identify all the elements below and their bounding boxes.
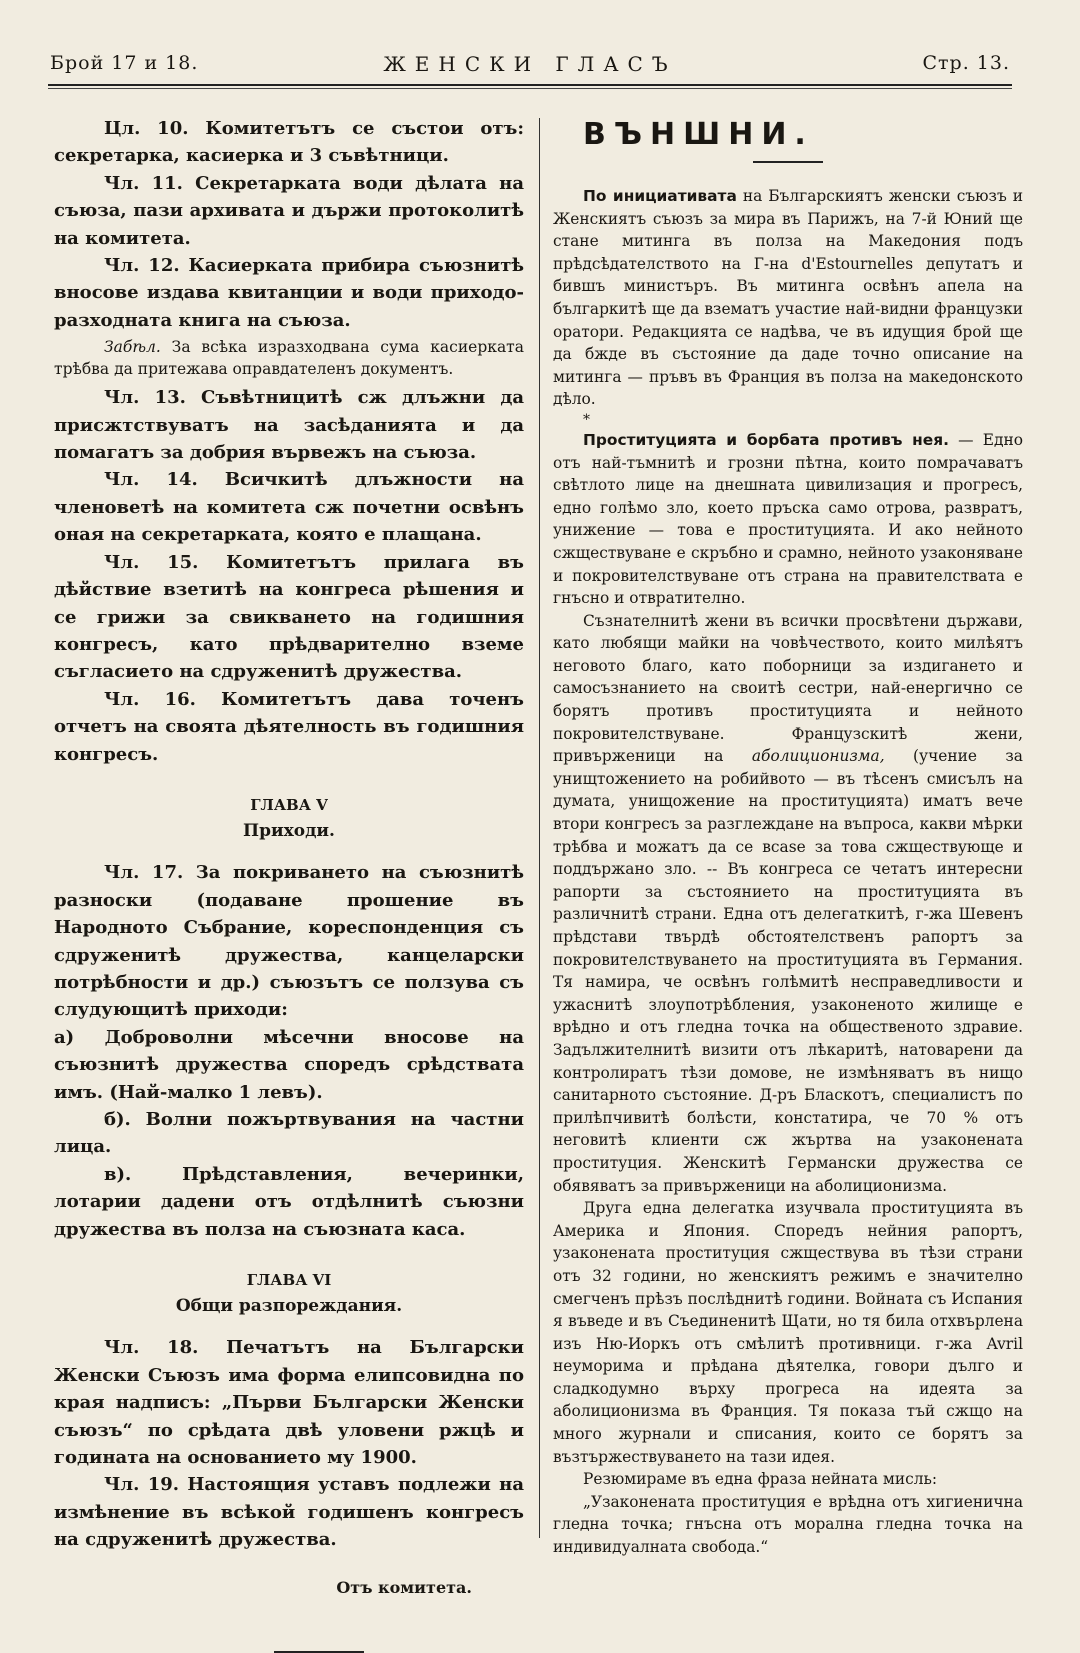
section-title: ВЪНШНИ.: [583, 117, 814, 152]
note: [54, 336, 524, 380]
article-18: Чл. 18. Печатътъ на Български Женски Съюзъ има форма елипсовидна по края надписъ: „Първи Български Женски съюзъ“ по срѣдата двѣ уловени ржцѣ и годината на основанието му 1900.: [54, 1337, 524, 1469]
article-13: Чл. 13. Съвѣтницитѣ сж длъжни да присжтствуватъ на засѣданията и да помагатъ за добрия вървежъ на съюза.: [54, 387, 524, 464]
newspaper-title: ЖЕНСКИ ГЛАСЪ: [383, 52, 677, 76]
paragraph-initiative-text: на Българскиятъ женски съюзъ и Женскиятъ съюзъ за мира въ Парижъ, на 7-й Юний ще стане митинга въ полза на Македония подъ прѣдсѣдателството на Г-на d'Estournelles депутатъ и бившъ министъръ. Въ митинга освѣнъ апела на българкитѣ ще да взематъ участие най-видни французки оратори. Редакцията се надѣва, че въ идущия брой ще да бжде въ състояние да даде точно описание на митинга — пръвъ въ Франция въ полза на македонското дѣло.: [553, 187, 1023, 409]
article-10: Цл. 10. Комитетътъ се състои отъ: секретарка, касиерка и 3 съвѣтници.: [54, 118, 524, 167]
paragraph-initiative: [553, 185, 1023, 411]
paragraph-prostitution: [553, 429, 1023, 610]
paragraph-women-a: Съзнателнитѣ жени въ всички просвѣтени държави, като любящи майки на човѣчеството, които милѣятъ неговото благо, като поборници за издигането и самосъзнанието на своитѣ сестри, най-енергично се борятъ противъ проституцията и нейното покровителствуване. Французскитѣ жени, привърженици на: [553, 611, 1023, 766]
note-label: Забѣл.: [104, 338, 161, 357]
header-rule-thin: [48, 88, 1012, 89]
article-15: Чл. 15. Комитетътъ прилага въ дѣйствие взетитѣ на конгреса рѣшения и се грижи за свикването на годишния конгресъ, като прѣдварително вземе съгласието на сдруженитѣ дружества.: [54, 551, 524, 683]
paragraph-delegate: Друга една делегатка изучвала проституцията въ Америка и Япония. Споредъ нейния рапортъ, узаконената проституция сжществува въ тѣзи страни отъ 32 години, но женскиятъ режимъ е значително смегченъ прѣзъ послѣднитѣ години. Войната съ Испания я въведе и въ Съединенитѣ Щати, но тя била отхвърлена изъ Ню-Иоркъ отъ смѣлитѣ противници. г-жа Avril неуморима и прѣдана дѣятелка, говори дълго и сладкодумно върху прогреса на идеята за аболиционизма въ Франция. Тя показа тъй сжщо на много журнали и списания, които се борятъ за възтържествуването на тази идея.: [553, 1199, 1023, 1466]
column-divider: [539, 118, 540, 1538]
title-rule: [753, 161, 823, 163]
right-column: [553, 115, 1023, 1559]
note-text: За всѣка изразходвана сума касиерката трѣбва да притежава оправдателенъ документъ.: [54, 338, 524, 379]
article-19: Чл. 19. Настоящия уставъ подлежи на измѣнение въ всѣкой годишенъ конгресъ на сдруженитѣ дружества.: [54, 1474, 524, 1551]
paragraph-quote: „Узаконената проституция е врѣдна отъ хигиенична гледна точка; гнъсна отъ морална гледна точка на индивидуалната свобода.“: [553, 1492, 1023, 1557]
article-11: Чл. 11. Секретарката води дѣлата на съюза, пази архивата и държи протоколитѣ на комитета.: [54, 172, 524, 249]
chapter-6-heading: ГЛАВА VI: [246, 1271, 332, 1290]
page-number: Стр. 13.: [922, 52, 1010, 74]
paragraph-women: [553, 610, 1023, 1197]
signature: Отъ комитета.: [336, 1577, 472, 1597]
paragraph-lead: По инициативата: [583, 187, 737, 205]
article-12: Чл. 12. Касиерката прибира съюзнитѣ вносове издава квитанции и води приходо-разходната книга на съюза.: [54, 255, 524, 331]
separator-star: *: [583, 411, 590, 428]
article-14: Чл. 14. Всичкитѣ длъжности на членоветѣ на комитета сж почетни освѣнъ оная на секретарката, която е плащана.: [54, 469, 524, 546]
paragraph-summary: Резюмираме въ една фраза нейната мисль:: [583, 1470, 938, 1489]
issue-number: Брой 17 и 18.: [50, 52, 199, 74]
article-title: Проституцията и борбата противъ нея.: [583, 430, 949, 449]
chapter-5-heading: ГЛАВА V: [250, 795, 328, 814]
list-item-c: в). Прѣдставления, вечеринки, лотарии дадени отъ отдѣлнитѣ съюзни дружества въ полза на съюзната каса.: [54, 1163, 524, 1240]
left-column: [54, 115, 524, 1653]
page-header: [50, 52, 1010, 86]
paragraph-women-italic: аболиционизма,: [751, 747, 885, 766]
article-17: Чл. 17. За покриването на съюзнитѣ разноски (подаване прошение въ Народното Събрание, кореспонденция съ сдруженитѣ дружества, канцеларски потрѣбности и др.) съюзътъ се ползува съ слудующитѣ приходи:: [54, 862, 524, 1021]
paragraph-prostitution-text: — Едно отъ най-тъмнитѣ и грозни пѣтна, които помрачаватъ свѣтлото лице на днешната цивилизация и прогресъ, едно голѣмо зло, което пръска само отрова, развратъ, унижение — това е проституцията. И ако нейното сжществуване е скръбно и срамно, нейното узаконяване и покровителствуване отъ страна на правителствата е гнъсно и отвратително.: [553, 430, 1023, 608]
chapter-6-title: Общи разпореждания.: [175, 1296, 403, 1317]
article-16: Чл. 16. Комитетътъ дава точенъ отчетъ на своята дѣятелность въ годишния конгресъ.: [54, 688, 524, 765]
list-item-a: а) Доброволни мѣсечни вносове на съюзнитѣ дружества споредъ срѣдствата имъ. (Най-малко 1 левъ).: [54, 1026, 524, 1103]
list-item-b: б). Волни пожъртвувания на частни лица.: [54, 1109, 524, 1158]
chapter-5-title: Приходи.: [243, 820, 335, 841]
paragraph-women-b: (учение за унищтожението на робийвото — въ тѣсенъ смисълъ на думата, унищожение на проституцията) иматъ вече втори конгресъ за разглеждане на въпроса, какви мѣрки трѣбва и можатъ да се вcase за това сжществующе и поддържано зло. -- Въ конгреса се четатъ интересни рапорти за състоянието на проституцията въ различнитѣ страни. Една отъ делегаткитѣ, г-жа Шевенъ прѣдстави твърдѣ обстоятелственъ рапортъ за покровителствуването на проституцията въ Германия. Тя намира, че освѣнъ голѣмитѣ несправедливости и ужаснитѣ злоупотрѣбления, узаконеното жилище е врѣдно и отъ гледна точка на общественото здравие. Задължителнитѣ визити отъ лѣкаритѣ, натоварени да контролиратъ тѣзи домове, не измѣняватъ въ нищо санитарното състояние. Д-ръ Бласкотъ, специалистъ по прилѣпчивитѣ болѣсти, констатира, че 70 % отъ неговитѣ клиенти сж жъртва на узаконената проституция. Женскитѣ Германски дружества се обявяватъ за привърженици на аболиционизма.: [553, 747, 1023, 1195]
header-rule: [48, 84, 1012, 86]
